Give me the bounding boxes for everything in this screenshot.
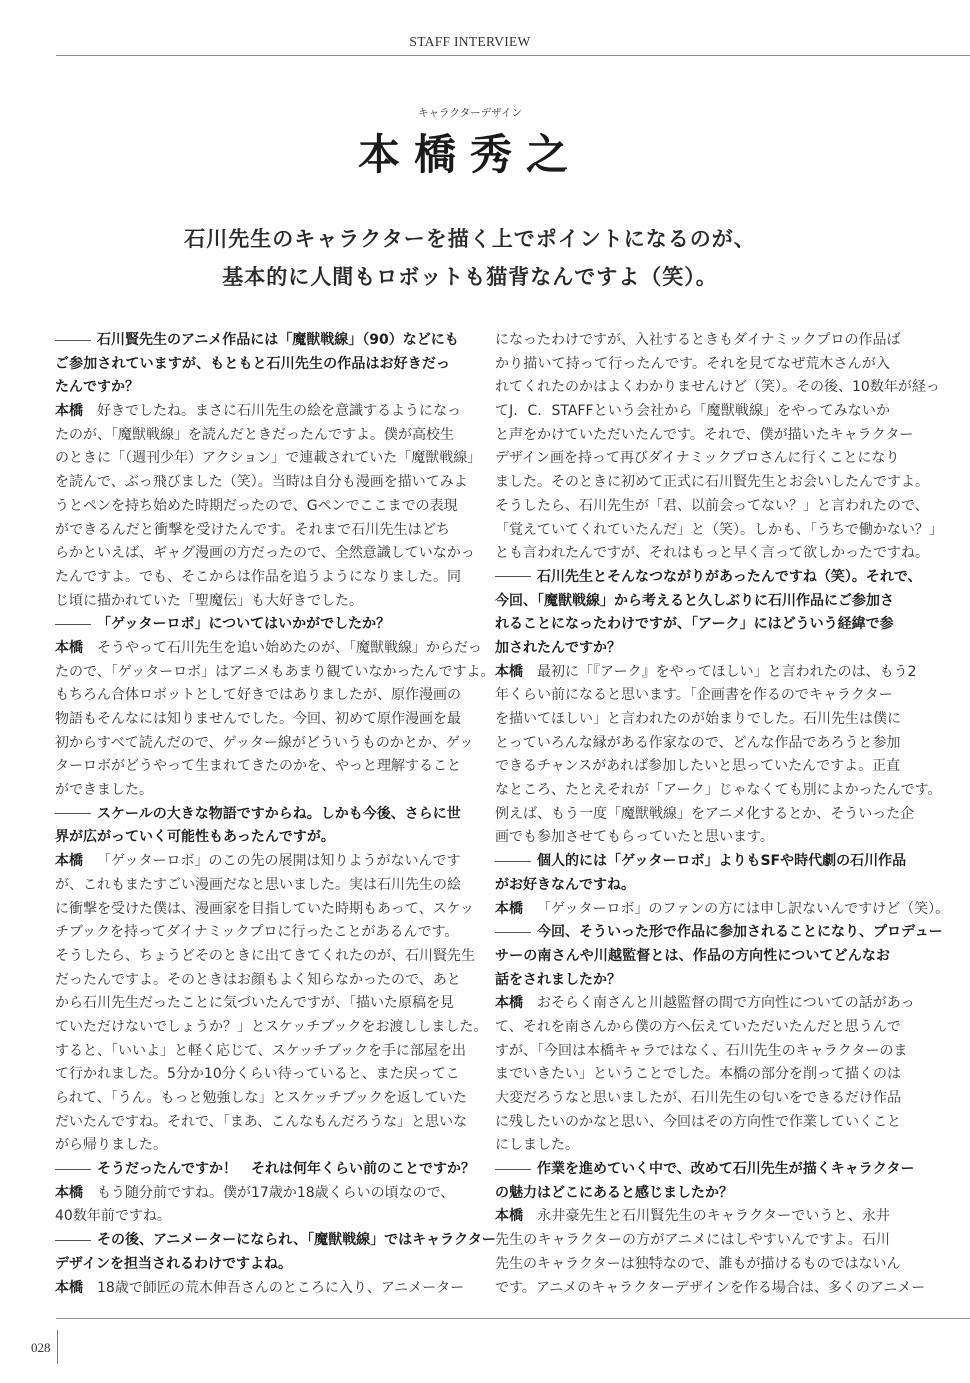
question-dash [55,1240,91,1241]
text-line [55,1229,496,1253]
line-text: ました。そのときに初めて正式に石川賢先生とお会いしたんですよ。 [495,474,929,491]
text-line [55,732,474,756]
text-line [495,376,940,400]
line-text: て、それを南さんから僕の方へ伝えていただいたんだと思うんで [495,1018,901,1035]
text-line [55,803,461,827]
text-line [495,921,943,945]
line-text: に残したいのかなと思い、今回はその方向性で作業していくこと [495,1113,901,1130]
text-line [55,992,454,1016]
line-text: とっていろんな縁がある作家なので、どんな作品であろうと参加 [495,734,901,751]
question-dash [55,624,91,625]
text-line [495,779,942,803]
line-text: れてくれたのかはよくわかりませんけど（笑）。その後、10数年が経っ [495,379,940,396]
text-line [55,1277,465,1301]
text-line [55,1182,455,1206]
line-text: が、これもまたすごい漫画だなと思いました。実は石川先生の絵 [55,876,461,893]
interview-answer [55,1277,465,1301]
interview-answer [495,329,943,566]
text-line [55,708,461,732]
text-column-left [55,329,496,1300]
text-line [55,1205,450,1229]
text-line [495,471,929,495]
line-text: 永井豪先生と石川賢先生のキャラクターでいうと、永井 [537,1208,891,1225]
interview-answer [55,637,495,803]
line-text: サーの南さんや川越監督とは、作品の方向性についてどんなお [495,947,890,964]
question-dash [495,932,531,933]
line-text: らかといえば、ギャグ漫画の方だったので、全然意識していなかっ [55,545,475,562]
text-line [495,1111,901,1135]
text-line [55,590,450,614]
text-line [55,353,450,377]
line-text: 「覚えていてくれていたんだ」と（笑）。しかも、「うちで働かない？」 [495,521,943,538]
line-text: です。アニメのキャラクターデザインを作る場合は、多くのアニメー [495,1279,926,1296]
text-line [495,969,890,993]
line-text: スケールの大きな物語ですからね。しかも今後、さらに世 [97,805,461,822]
line-text: れることになったわけですが、「アーク」にはどういう経緯で参 [495,616,894,633]
question-dash [495,576,531,577]
line-text: 例えば、もう一度「魔獣戦線」をアニメ化するとか、そういった企 [495,805,915,822]
text-line [55,874,461,898]
line-text: かり描いて持って行ったんです。それを見てなぜ荒木さんが入 [495,355,890,372]
text-line [55,661,495,685]
line-text: デザイン画を持って再びダイナミックプロさんに行くことになり [495,450,900,467]
line-text: 好きでしたね。まさに石川先生の絵を意識するようになっ [97,403,461,420]
text-line [495,684,893,708]
text-line [495,661,917,685]
line-text: を読んで、ぶっ飛びました（笑）。当時は自分も漫画を描いてみよ [55,474,468,491]
interview-question [55,803,461,850]
speaker-label: 本橋 [55,1279,83,1296]
lead-line-1: 石川先生のキャラクターを描く上でポイントになるのが、 [184,227,756,251]
text-line [55,400,461,424]
text-line [55,519,450,543]
speaker-label: 本橋 [495,900,523,917]
interview-answer [55,400,482,613]
line-text: を描いてほしい」と言われたのが始まりでした。石川先生は僕に [495,711,901,727]
line-text: ができるんだと衝撃を受けたんです。それまで石川先生はどち [55,521,450,538]
text-line [495,447,900,471]
line-text: 今回、「魔獣戦線」から考えると久しぶりに石川作品にご参加さ [495,592,894,609]
line-text: までいきたい」ということでした。本橋の部分を削って描くのは [495,1066,901,1083]
interview-question [55,329,459,400]
line-text: 「ゲッターロボ」についてはいかがでしたか？ [97,616,391,633]
running-header: STAFF INTERVIEW [409,34,531,49]
text-line [55,495,458,519]
text-line [55,1040,467,1064]
text-line [495,1040,908,1064]
interviewee-name: 本橋秀之 [357,130,582,179]
text-line [495,826,890,850]
text-line [495,1134,890,1158]
text-line [495,803,915,827]
text-line [55,921,459,945]
line-text: 個人的には「ゲッターロボ」よりもSFや時代劇の石川作品 [537,853,907,870]
line-text: 画でも参加させてもらっていたと思います。 [495,829,774,846]
line-text: じ頃に描かれていた「聖魔伝」も大好きでした。 [55,592,363,609]
text-line [495,732,901,756]
line-text: 先生のキャラクターの方がアニメにはしやすいんですよ。石川 [495,1232,890,1249]
text-line [55,969,461,993]
text-line [55,755,461,779]
text-line [55,447,482,471]
line-text: 話をされましたか？ [495,971,621,988]
line-text: がお好きなんですね。 [495,876,635,893]
line-text: 大変だろうなと思いましたが、石川先生の匂いをできるだけ作品 [495,1090,901,1106]
line-text: うとペンを持ち始めた時期だったので、Gペンでここまでの表現 [55,497,458,514]
question-dash [55,340,91,341]
interview-answer [55,850,488,1158]
text-line [495,542,929,566]
text-line [55,684,461,708]
speaker-label: 本橋 [55,403,83,420]
line-text: 40数年前ですね。 [55,1208,171,1225]
speaker-label: 本橋 [55,1184,83,1201]
line-text: てJ．C．STAFFという会社から「魔獣戦線」をやってみないか [495,403,890,420]
line-text: ができました。 [55,782,153,799]
line-text: なところ、たとえそれが「アーク」じゃなくても別によかったんです。 [495,782,942,799]
line-text: そうやって石川先生を追い始めたのが、「魔獣戦線」からだっ [97,639,482,656]
line-text: 最初に「『アーク』をやってほしい」と言われたのは、もう2 [537,663,917,680]
question-dash [55,813,91,814]
line-text: 先生のキャラクターは独特なので、誰もが描けるものではないん [495,1255,901,1272]
line-text: 年くらい前になると思います。「企画書を作るのでキャラクター [495,687,893,704]
line-text: になったわけですが、入社するときもダイナミックプロの作品ば [495,332,901,348]
lead-line-2: 基本的に人間もロボットも猫背なんですよ（笑）。 [222,265,718,289]
line-text: とも言われたんですが、それはもっと早く言って欲しかったですね。 [495,545,929,562]
text-line [495,400,890,424]
text-line [55,898,474,922]
interview-question [495,850,907,897]
line-text: そうしたら、石川先生が「君、以前会ってない？」と言われたので、 [495,497,929,514]
line-text: もう随分前ですね。僕が17歳か18歳くらいの頃なので、 [97,1184,455,1201]
text-line [495,850,907,874]
line-text: 作業を進めていく中で、改めて石川先生が描くキャラクター [537,1161,915,1178]
text-line [55,1158,475,1182]
line-text: たんですか？ [55,379,139,396]
text-line [495,1016,901,1040]
text-line [55,850,461,874]
page-number-divider [57,1330,58,1364]
speaker-label: 本橋 [495,995,523,1012]
text-line [55,566,461,590]
text-line [495,945,890,969]
interview-question [495,566,922,661]
speaker-label: 本橋 [495,1208,524,1225]
line-text: チブックを持ってダイナミックプロに行ったことがあるんです。 [55,924,459,941]
text-line [495,519,943,543]
line-text: て行かれました。5分か10分くらい待っていると、また戻ってこ [55,1066,460,1083]
line-text: すると、「いいよ」と軽く応じて、スケッチブックを手に部屋を出 [55,1042,467,1059]
text-line [55,1087,467,1111]
text-line [55,826,450,850]
page-number: 028 [31,1340,51,1355]
text-line [495,1063,901,1087]
text-line [495,637,890,661]
line-text: 石川賢先生のアニメ作品には「魔獣戦線」（90）などにも [97,332,459,348]
header-rule [56,55,970,56]
speaker-label: 本橋 [55,853,83,870]
line-text: 加されたんですか？ [495,639,621,656]
text-line [495,898,950,922]
speaker-label: 本橋 [55,639,83,656]
text-line [55,1134,450,1158]
line-text: にしました。 [495,1137,579,1154]
line-text: たんですよ。でも、そこからは作品を追うようになりました。同 [55,568,461,585]
text-line [495,1253,901,1277]
interview-question [55,613,450,637]
interview-question [495,1158,915,1205]
line-text: のときに「（週刊少年）アクション」で連載されていた「魔獣戦線」 [55,450,482,467]
line-text: 初からすべて読んだので、ゲッター線がどういうものかとか、ゲッ [55,734,474,751]
line-text: おそらく南さんと川越監督の間で方向性についての話があっ [537,995,915,1012]
text-line [55,376,450,400]
text-line [495,755,901,779]
line-text: がら帰りました。 [55,1137,167,1154]
line-text: もちろん合体ロボットとして好きではありましたが、原作漫画の [55,687,461,704]
interview-answer [495,1205,926,1300]
text-line [55,424,454,448]
text-line [495,613,894,637]
interview-answer [55,1182,455,1229]
question-dash [55,1169,91,1170]
line-text: デザインを担当されるわけですよね。 [55,1255,293,1272]
interview-question [55,1158,475,1182]
text-line [55,1111,468,1135]
text-line [495,424,914,448]
text-line [55,471,468,495]
interview-answer [495,992,915,1158]
speaker-label: 本橋 [495,663,523,680]
line-text: たので、「ゲッターロボ」はアニメもあまり観ていなかったんですよ。 [55,663,495,680]
interview-answer [495,661,942,851]
text-line [495,590,894,614]
text-line [55,945,475,969]
text-line [55,1016,488,1040]
text-line [495,495,929,519]
text-line [55,779,450,803]
line-text: られて、「うん。もっと勉強しな」とスケッチブックを返していた [55,1090,467,1106]
line-text: たのが、「魔獣戦線」を読んだときだったんですよ。僕が高校生 [55,426,454,443]
text-line [495,708,901,732]
interview-answer [495,898,950,922]
line-text: 今回、そういった形で作品に参加されることになり、プロデュー [537,924,943,941]
line-text: すが、「今回は本橋キャラではなく、石川先生のキャラクターのま [495,1042,908,1059]
line-text: できるチャンスがあれば参加したいと思っていたんですよ。正直 [495,758,901,775]
line-text: 「ゲッターロボ」のこの先の展開は知りようがないんです [97,853,461,870]
line-text: に衝撃を受けた僕は、漫画家を目指していた時期もあって、スケッ [55,900,474,917]
line-text: 石川先生とそんなつながりがあったんですね（笑）。それで、 [537,568,922,585]
text-line [495,329,901,353]
text-line [495,1229,890,1253]
text-line [495,992,915,1016]
text-line [55,1253,450,1277]
text-line [55,329,459,353]
text-line [55,1063,460,1087]
line-text: ていただけないでしょうか？」とスケッチブックをお渡ししました。 [55,1018,488,1035]
text-line [55,637,482,661]
line-text: だったんですよ。そのときはお顔もよく知らなかったので、あと [55,971,461,988]
text-line [495,566,922,590]
line-text: そうしたら、ちょうどそのときに出てきてくれたのが、石川賢先生 [55,947,475,964]
line-text: ターロボがどうやって生まれてきたのかを、やっと理解すること [55,758,461,775]
line-text: 18歳で師匠の荒木伸吾さんのところに入り、アニメーター [97,1279,465,1296]
text-line [495,1087,901,1111]
text-line [495,874,890,898]
line-text: 「ゲッターロボ」のファンの方には申し訳ないんですけど（笑）。 [537,900,950,917]
text-line [495,1158,915,1182]
footer-rule [56,1318,970,1319]
interview-question [55,1229,496,1276]
question-dash [495,1169,531,1170]
text-line [495,1205,890,1229]
line-text: と声をかけていただいたんです。それで、僕が描いたキャラクター [495,426,914,443]
text-line [55,613,450,637]
line-text: 物語もそんなには知りませんでした。今回、初めて原作漫画を最 [55,711,461,727]
text-line [55,542,475,566]
text-line [495,1182,890,1206]
line-text: から石川先生だったことに気づいたんですが、「描いた原稿を見 [55,995,454,1012]
line-text: その後、アニメーターになられ、「魔獣戦線」ではキャラクター [97,1232,496,1249]
text-line [495,353,890,377]
line-text: の魅力はどこにあると感じましたか？ [495,1184,733,1201]
text-column-right [495,329,950,1300]
interviewee-role: キャラクターデザイン [417,107,523,119]
interview-question [495,921,943,992]
line-text: だいたんですね。それで、「まあ、こんなもんだろうな」と思いな [55,1113,468,1130]
text-line [495,1277,926,1301]
line-text: 界が広がっていく可能性もあったんですが。 [55,829,335,846]
question-dash [495,861,531,862]
line-text: そうだったんですか！ それは何年くらい前のことですか？ [97,1161,475,1178]
line-text: ご参加されていますが、もともと石川先生の作品はお好きだっ [55,355,450,372]
